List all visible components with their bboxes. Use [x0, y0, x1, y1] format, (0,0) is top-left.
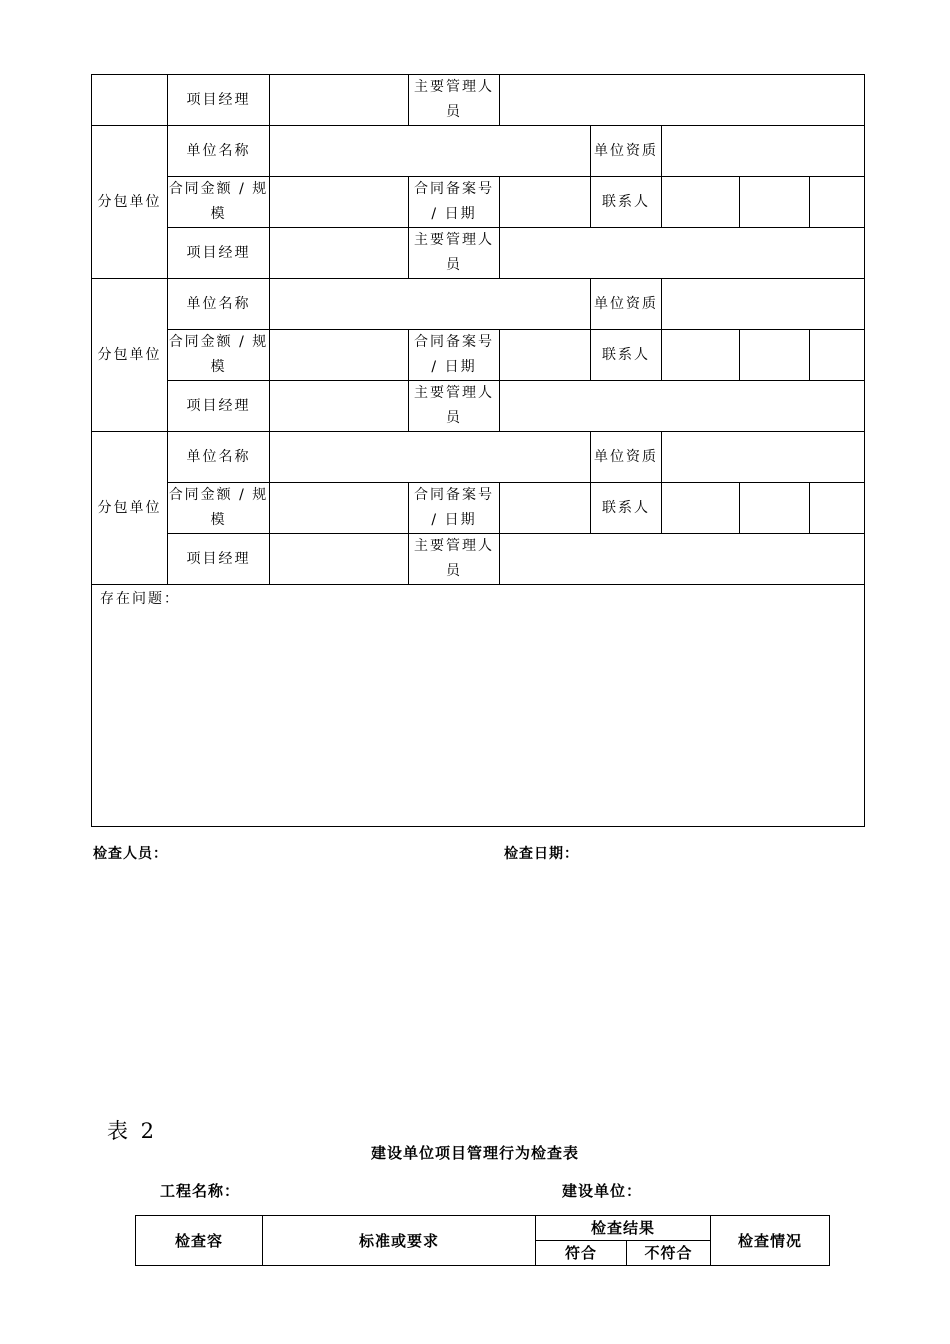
- table-row: [92, 432, 865, 483]
- label-cell: 合同备案号 / 日期: [409, 483, 500, 534]
- group-label-cell: 分包单位: [92, 279, 168, 432]
- label-cell: 主要管理人员: [409, 381, 500, 432]
- label-cell: 单位名称: [168, 126, 270, 177]
- issues-field[interactable]: [92, 585, 865, 827]
- value-cell[interactable]: [500, 330, 591, 381]
- label-cell: 项目经理: [168, 534, 270, 585]
- label-cell: 主要管理人员: [409, 534, 500, 585]
- value-cell[interactable]: [810, 483, 865, 534]
- label-cell: 单位资质: [591, 432, 662, 483]
- value-cell[interactable]: [270, 381, 409, 432]
- group-label-cell: 分包单位: [92, 126, 168, 279]
- value-cell[interactable]: [662, 483, 740, 534]
- label-cell: 联系人: [591, 483, 662, 534]
- header-standard: 标准或要求: [263, 1216, 536, 1266]
- header-not-conform: 不符合: [627, 1241, 711, 1266]
- table-header-row: [136, 1216, 830, 1241]
- inspection-date-label: 检查日期：: [504, 846, 579, 862]
- header-content: 检查容: [136, 1216, 263, 1266]
- label-cell: 合同金额 / 规模: [168, 483, 270, 534]
- value-cell[interactable]: [662, 330, 740, 381]
- value-cell[interactable]: [662, 279, 865, 330]
- header-conform: 符合: [536, 1241, 627, 1266]
- value-cell[interactable]: [270, 432, 591, 483]
- value-cell[interactable]: [500, 75, 865, 126]
- table-row: [92, 483, 865, 534]
- empty-cell: [92, 75, 168, 126]
- label-cell: 合同金额 / 规模: [168, 177, 270, 228]
- table-row: [92, 330, 865, 381]
- label-cell: 项目经理: [168, 381, 270, 432]
- value-cell[interactable]: [270, 177, 409, 228]
- label-cell: 单位资质: [591, 126, 662, 177]
- table-row: [92, 279, 865, 330]
- issues-label: 存在问题：: [100, 591, 180, 607]
- value-cell[interactable]: [500, 534, 865, 585]
- label-cell: 联系人: [591, 177, 662, 228]
- value-cell[interactable]: [662, 126, 865, 177]
- table2-title: 建设单位项目管理行为检查表: [370, 1144, 579, 1162]
- label-cell: 主要管理人员: [409, 228, 500, 279]
- value-cell[interactable]: [270, 228, 409, 279]
- table-row: [92, 126, 865, 177]
- subcontractor-table: [91, 74, 865, 827]
- table-row: [92, 228, 865, 279]
- construction-unit-label: 建设单位：: [562, 1182, 643, 1200]
- value-cell[interactable]: [662, 177, 740, 228]
- label-cell: 项目经理: [168, 75, 270, 126]
- value-cell[interactable]: [740, 483, 810, 534]
- value-cell[interactable]: [500, 483, 591, 534]
- value-cell[interactable]: [740, 177, 810, 228]
- value-cell[interactable]: [270, 75, 409, 126]
- label-cell: 合同备案号 / 日期: [409, 330, 500, 381]
- table-row: [92, 75, 865, 126]
- inspector-label: 检查人员：: [93, 846, 168, 862]
- table-row: [92, 534, 865, 585]
- header-situation: 检查情况: [711, 1216, 830, 1266]
- value-cell[interactable]: [500, 381, 865, 432]
- value-cell[interactable]: [270, 483, 409, 534]
- value-cell[interactable]: [270, 330, 409, 381]
- table2-label: 表 2: [107, 1119, 158, 1143]
- label-cell: 主要管理人员: [409, 75, 500, 126]
- label-cell: 单位名称: [168, 432, 270, 483]
- label-cell: 单位名称: [168, 279, 270, 330]
- value-cell[interactable]: [740, 330, 810, 381]
- value-cell[interactable]: [270, 534, 409, 585]
- header-result: 检查结果: [536, 1216, 711, 1241]
- value-cell[interactable]: [500, 228, 865, 279]
- value-cell[interactable]: [270, 126, 591, 177]
- value-cell[interactable]: [500, 177, 591, 228]
- value-cell[interactable]: [662, 432, 865, 483]
- group-label-cell: 分包单位: [92, 432, 168, 585]
- label-cell: 单位资质: [591, 279, 662, 330]
- label-cell: 合同金额 / 规模: [168, 330, 270, 381]
- issues-row: [92, 585, 865, 827]
- label-cell: 合同备案号 / 日期: [409, 177, 500, 228]
- value-cell[interactable]: [810, 177, 865, 228]
- table-row: [92, 177, 865, 228]
- label-cell: 联系人: [591, 330, 662, 381]
- value-cell[interactable]: [810, 330, 865, 381]
- inspection-table: [135, 1215, 830, 1266]
- label-cell: 项目经理: [168, 228, 270, 279]
- project-name-label: 工程名称：: [160, 1182, 241, 1200]
- value-cell[interactable]: [270, 279, 591, 330]
- table-row: [92, 381, 865, 432]
